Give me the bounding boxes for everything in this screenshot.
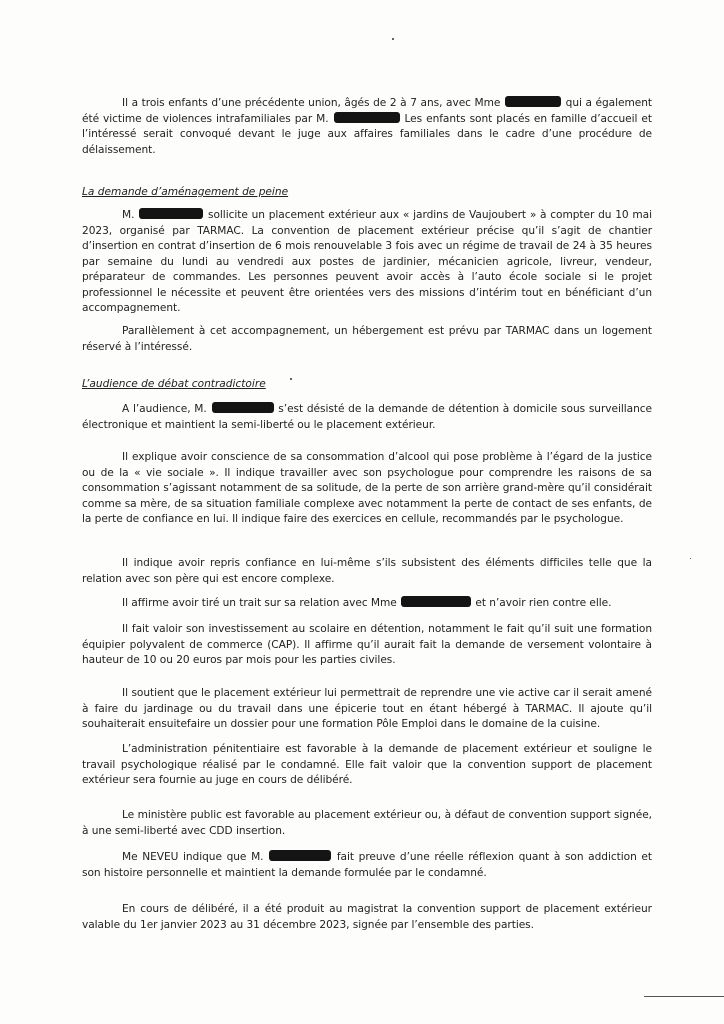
redaction-bar [505, 96, 561, 107]
paragraph-education [82, 622, 652, 669]
paragraph-text: L’administration pénitentiaire est favorable à la demande de placement extérieur et souligne le travail psychologique réalisé par le condamné. Elle fait valoir que la convention support de placement extérieur sera fournie au juge en cours de délibéré. [82, 743, 652, 786]
paragraph-administration [82, 742, 652, 789]
paragraph-lawyer [82, 850, 652, 881]
redaction-bar [401, 596, 471, 607]
paragraph-text: Le ministère public est favorable au placement extérieur ou, à défaut de convention support signée, à une semi-liberté avec CDD insertion. [82, 809, 652, 837]
paragraph-relation [82, 596, 652, 612]
paragraph-confidence [82, 556, 652, 587]
paragraph-housing [82, 324, 652, 355]
section-heading: L’audience de débat contradictoire [82, 378, 266, 390]
redaction-bar [269, 850, 331, 861]
paragraph-placement-request [82, 208, 652, 317]
paragraph-text: Parallèlement à cet accompagnement, un hébergement est prévu par TARMAC dans un logement réservé à l’intéressé. [82, 325, 652, 353]
paragraph-text: Il indique avoir repris confiance en lui-même s’ils subsistent des éléments difficiles telle que la relation avec son père qui est encore complexe. [82, 557, 652, 585]
paragraph-active-life [82, 686, 652, 733]
redaction-bar [139, 208, 203, 219]
paragraph-text: Il affirme avoir tiré un trait sur sa relation avec Mme [122, 597, 397, 609]
paragraph-text: M. [122, 209, 135, 221]
paragraph-text: et n’avoir rien contre elle. [475, 597, 612, 609]
paragraph-hearing [82, 402, 652, 433]
paragraph-text: sollicite un placement extérieur aux « jardins de Vaujoubert » à compter du 10 mai 2023, organisé par TARMAC. La convention de placement extérieur précise qu’il s’agit de chantier d’insertion en contrat d’insertion de 6 mois renouvelable 3 fois avec un régime de travail de 24 à 35 heures par semaine du lundi au vendredi aux postes de jardinier, mécanicien agricole, livreur, vendeur, préparateur de commandes. Les personnes peuvent avoir accès à l’auto école sociale si le projet professionnel le nécessite et peuvent être orientées vers des missions d’intérim tout en bénéficiant d’un accompagnement. [82, 209, 652, 314]
paragraph-text: Il a trois enfants d’une précédente union, âgés de 2 à 7 ans, avec Mme [122, 97, 501, 109]
paragraph-children [82, 96, 652, 158]
paragraph-deliberation [82, 902, 652, 933]
scan-speck [290, 378, 292, 380]
scan-edge-line [644, 996, 724, 997]
scan-speck [690, 558, 691, 559]
redaction-bar [334, 112, 400, 123]
paragraph-text: Il soutient que le placement extérieur lui permettrait de reprendre une vie active car il serait amené à faire du jardinage ou du travail dans une épicerie tout en étant hébergé à TARMAC. Il ajoute qu’il souhaiterait ensuitefaire un dossier pour une formation Pôle Emploi dans le domaine de la cuisine. [82, 687, 652, 730]
paragraph-text: Il fait valoir son investissement au scolaire en détention, notamment le fait qu’il suit une formation équipier polyvalent de commerce (CAP). Il affirme qu’il aurait fait la demande de versement volontaire à hauteur de 10 ou 20 euros par mois pour les parties civiles. [82, 623, 652, 666]
paragraph-text: En cours de délibéré, il a été produit au magistrat la convention support de placement extérieur valable du 1er janvier 2023 au 31 décembre 2023, signée par l’ensemble des parties. [82, 903, 652, 931]
paragraph-prosecutor [82, 808, 652, 839]
paragraph-text: qui a également été victime de violences intrafamiliales par M. [82, 97, 652, 125]
paragraph-alcohol [82, 450, 652, 528]
paragraph-text: Les enfants sont placés en famille d’accueil et l’intéressé serait convoqué devant le juge aux affaires familiales dans le cadre d’une procédure de délaissement. [82, 112, 652, 156]
section-heading: La demande d’aménagement de peine [82, 186, 289, 198]
paragraph-text: A l’audience, M. [122, 403, 207, 415]
scan-speck [392, 38, 394, 40]
paragraph-text: fait preuve d’une réelle réflexion quant à son addiction et son histoire personnelle et maintient la demande formulée par le condamné. [82, 851, 652, 879]
redaction-bar [212, 402, 274, 413]
paragraph-text: s’est désisté de la demande de détention à domicile sous surveillance électronique et maintient la semi-liberté ou le placement extérieur. [82, 403, 652, 431]
paragraph-text: Me NEVEU indique que M. [122, 851, 264, 863]
paragraph-text: Il explique avoir conscience de sa consommation d’alcool qui pose problème à l’égard de la justice ou de la « vie sociale ». Il indique travailler avec son psychologue pour comprendre les raisons de sa consommation s’agissant notamment de sa solitude, de la perte de son arrière grand-mère qu’il considérait comme sa mère, de sa situation familiale complexe avec notamment la perte de contact de ses enfants, de la perte de confiance en lui. Il indique faire des exercices en cellule, recommandés par le psychologue. [82, 451, 652, 525]
